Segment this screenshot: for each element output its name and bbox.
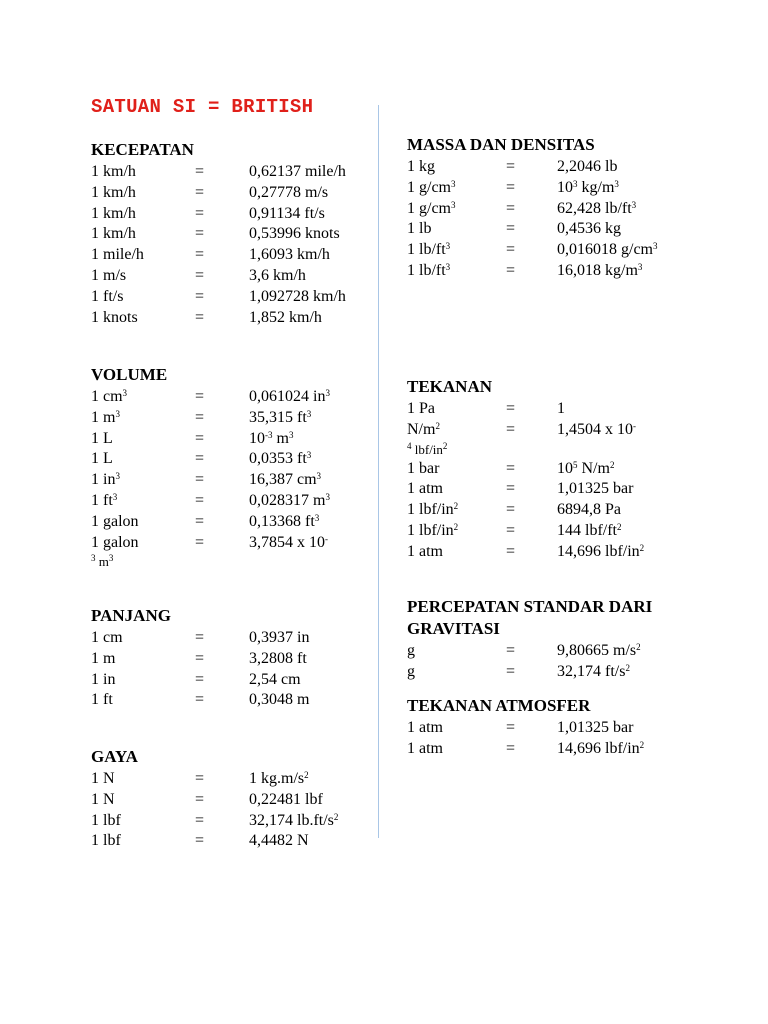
- unit-to: 9,80665 $m/s^2$: [557, 642, 641, 659]
- conversion-row: [91, 470, 371, 491]
- equals-sign: =: [195, 491, 205, 509]
- equals-sign: =: [195, 512, 205, 530]
- equals-sign: =: [195, 266, 205, 284]
- unit-to: 1,01325 bar: [557, 480, 634, 498]
- unit-from: 1 lb: [407, 220, 432, 238]
- equals-sign: =: [506, 158, 516, 175]
- equals-sign: =: [195, 533, 205, 551]
- equals-sign: =: [506, 542, 516, 560]
- conversion-row: [407, 500, 727, 521]
- conversion-row: [91, 204, 371, 225]
- unit-to: 0,061024 $in^3$: [249, 388, 330, 405]
- equals-sign: =: [195, 287, 205, 305]
- conversion-row: [407, 542, 727, 563]
- unit-to: 2,2046 lb: [557, 158, 618, 175]
- equals-sign: =: [195, 670, 205, 688]
- equals-sign: =: [506, 642, 516, 659]
- unit-to: 1,4504 x 10-: [557, 420, 636, 438]
- equals-sign: =: [195, 770, 205, 787]
- unit-to: 3,6 km/h: [249, 266, 306, 284]
- unit-from: 1 kg: [407, 158, 435, 175]
- equals-sign: =: [506, 739, 516, 757]
- section-heading-line2: GRAVITASI: [407, 619, 500, 638]
- equals-sign: =: [506, 459, 516, 477]
- unit-to: 0,3048 m: [249, 691, 310, 709]
- unit-from: 1 $g/cm^3$: [407, 199, 456, 217]
- unit-from: g: [407, 642, 415, 659]
- equals-sign: =: [195, 629, 205, 646]
- unit-from: 1 L: [91, 450, 113, 468]
- unit-from: 1 km/h: [91, 163, 136, 180]
- unit-to: 16,018 $kg/m^3$: [557, 261, 643, 279]
- conversion-row: [91, 533, 371, 554]
- unit-from: 1 ft/s: [91, 287, 124, 305]
- conversion-row: [407, 641, 727, 662]
- unit-to: 0,22481 lbf: [249, 790, 323, 808]
- unit-from: g: [407, 662, 415, 680]
- unit-to: 35,315 $ft^3$: [249, 408, 312, 426]
- equals-sign: =: [506, 220, 516, 238]
- conversion-row: [91, 811, 371, 832]
- conversion-row: [91, 649, 371, 670]
- equals-sign: =: [195, 691, 205, 709]
- unit-to: 0,0353 $ft^3$: [249, 450, 312, 468]
- equals-sign: =: [506, 719, 516, 736]
- section-gaya: [91, 747, 371, 852]
- section-heading: PANJANG: [91, 606, 171, 625]
- unit-from: 1 L: [91, 429, 113, 447]
- conversion-row: [407, 219, 727, 240]
- equals-sign: =: [195, 649, 205, 667]
- equals-sign: =: [195, 388, 205, 405]
- unit-to: 1,852 km/h: [249, 308, 322, 326]
- unit-to: 0,53996 knots: [249, 225, 340, 243]
- conversion-row: [91, 628, 371, 649]
- equals-sign: =: [506, 199, 516, 217]
- unit-from: 1 $ft^3$: [91, 491, 118, 509]
- unit-from: 1 lbf: [91, 811, 121, 829]
- equals-sign: =: [195, 790, 205, 808]
- conversion-row: [407, 739, 727, 760]
- unit-to: 1: [557, 400, 565, 417]
- unit-from: 1 lbf/$in^2$: [407, 501, 459, 519]
- unit-to: 4,4482 N: [249, 832, 309, 850]
- conversion-row: [91, 162, 371, 183]
- section-heading-line1: PERCEPATAN STANDAR DARI: [407, 597, 653, 616]
- equals-sign: =: [195, 811, 205, 829]
- unit-from: 1 lbf/$in^2$: [407, 521, 459, 539]
- section-heading: TEKANAN ATMOSFER: [407, 696, 591, 715]
- conversion-row: [91, 429, 371, 450]
- conversion-row: [91, 287, 371, 308]
- conversion-row: [91, 183, 371, 204]
- unit-to: 0,4536 kg: [557, 220, 621, 238]
- section-volume: [91, 365, 371, 571]
- conversion-row: [407, 662, 727, 683]
- conversion-row: [91, 831, 371, 852]
- equals-sign: =: [506, 480, 516, 498]
- unit-to: $10^5$ $N/m^2$: [557, 459, 615, 477]
- equals-sign: =: [506, 400, 516, 417]
- unit-from: 1 bar: [407, 459, 440, 477]
- conversion-row: [91, 491, 371, 512]
- page-title: SATUAN SI = BRITISH: [91, 96, 314, 118]
- conversion-row: [407, 178, 727, 199]
- conversion-row: [91, 387, 371, 408]
- unit-to: 1,01325 bar: [557, 719, 634, 736]
- unit-from: 1 knots: [91, 308, 138, 326]
- equals-sign: =: [195, 832, 205, 850]
- unit-from: 1 cm: [91, 629, 123, 646]
- conversion-row: [407, 157, 727, 178]
- unit-to: 1,092728 km/h: [249, 287, 346, 305]
- equals-sign: =: [195, 204, 205, 222]
- unit-to: 1 $kg.m/s^2$: [249, 770, 309, 787]
- unit-to: 14,696 lbf/$in^2$: [557, 739, 645, 757]
- unit-to: 3,7854 x 10-: [249, 533, 328, 551]
- equals-sign: =: [506, 521, 516, 539]
- unit-to: 32,174 $lb.ft/s^2$: [249, 811, 339, 829]
- unit-to: 0,91134 ft/s: [249, 204, 325, 222]
- unit-from: 1 ft: [91, 691, 113, 709]
- equals-sign: =: [195, 183, 205, 201]
- unit-to: 6894,8 Pa: [557, 501, 621, 519]
- conversion-row: [407, 420, 727, 441]
- column-divider: [378, 105, 379, 838]
- equals-sign: =: [506, 501, 516, 519]
- unit-from: 1 km/h: [91, 225, 136, 243]
- unit-to: 3,2808 ft: [249, 649, 307, 667]
- unit-from: $N/m^2$: [407, 420, 440, 438]
- section-heading: KECEPATAN: [91, 140, 194, 159]
- unit-to: $10^{-3}$ $m^3$: [249, 429, 294, 447]
- section-tekanan: [407, 377, 727, 563]
- conversion-row: [407, 521, 727, 542]
- unit-to: 1,6093 km/h: [249, 246, 330, 264]
- conversion-row: [407, 261, 727, 282]
- unit-from: 1 $lb/ft^3$: [407, 241, 451, 259]
- equals-sign: =: [506, 261, 516, 279]
- unit-from: 1 $cm^3$: [91, 388, 128, 405]
- section-heading: TEKANAN: [407, 377, 493, 396]
- unit-to: 14,696 lbf/$in^2$: [557, 542, 645, 560]
- equals-sign: =: [195, 225, 205, 243]
- section-panjang: [91, 606, 371, 711]
- conversion-row: [91, 408, 371, 429]
- conversion-row: [91, 790, 371, 811]
- unit-from: 1 km/h: [91, 204, 136, 222]
- equals-sign: =: [195, 163, 205, 180]
- section-heading: VOLUME: [91, 365, 168, 384]
- unit-from: 1 galon: [91, 512, 139, 530]
- unit-from: 1 N: [91, 770, 115, 787]
- equals-sign: =: [195, 408, 205, 426]
- unit-from: 1 atm: [407, 739, 443, 757]
- conversion-row: [91, 690, 371, 711]
- unit-to: 0,27778 m/s: [249, 183, 329, 201]
- section-tekanan-atmosfer: [407, 696, 727, 760]
- equals-sign: =: [506, 241, 516, 259]
- equals-sign: =: [195, 429, 205, 447]
- section-massa-densitas: [407, 135, 727, 282]
- unit-from: 1 atm: [407, 719, 443, 736]
- unit-from: 1 km/h: [91, 183, 136, 201]
- conversion-row: [407, 459, 727, 480]
- conversion-row: [407, 199, 727, 220]
- conversion-row: [91, 308, 371, 329]
- unit-to: 0,62137 mile/h: [249, 163, 346, 180]
- row-continuation: $^3$ $m^3$: [91, 553, 114, 570]
- unit-from: 1 $lb/ft^3$: [407, 261, 451, 279]
- equals-sign: =: [195, 471, 205, 489]
- section-percepatan: [407, 597, 727, 683]
- unit-to: 2,54 cm: [249, 670, 301, 688]
- unit-to: $10^3$ $kg/m^3$: [557, 178, 619, 196]
- conversion-row: [407, 240, 727, 261]
- unit-to: 0,13368 $ft^3$: [249, 512, 320, 530]
- conversion-row: [91, 449, 371, 470]
- conversion-row: [91, 769, 371, 790]
- unit-from: 1 galon: [91, 533, 139, 551]
- unit-to: 0,016018 $g/cm^3$: [557, 241, 658, 259]
- conversion-row: [407, 399, 727, 420]
- equals-sign: =: [195, 450, 205, 468]
- row-continuation: $^4$ lbf/$in^2$: [407, 440, 448, 457]
- unit-from: 1 mile/h: [91, 246, 144, 264]
- unit-from: 1 atm: [407, 542, 443, 560]
- section-heading: MASSA DAN DENSITAS: [407, 135, 595, 154]
- unit-to: 0,028317 $m^3$: [249, 491, 330, 509]
- equals-sign: =: [506, 420, 516, 438]
- equals-sign: =: [506, 662, 516, 680]
- conversion-row: [91, 266, 371, 287]
- unit-from: 1 $g/cm^3$: [407, 178, 456, 196]
- unit-from: 1 lbf: [91, 832, 121, 850]
- equals-sign: =: [506, 178, 516, 196]
- unit-to: 32,174 $ft/s^2$: [557, 662, 630, 680]
- unit-to: 0,3937 in: [249, 629, 310, 646]
- conversion-row: [407, 718, 727, 739]
- unit-from: 1 m: [91, 649, 116, 667]
- conversion-row: [91, 512, 371, 533]
- unit-from: 1 m/s: [91, 266, 127, 284]
- unit-from: 1 N: [91, 790, 115, 808]
- unit-to: 16,387 $cm^3$: [249, 471, 322, 489]
- unit-from: 1 atm: [407, 480, 443, 498]
- unit-from: 1 $m^3$: [91, 408, 120, 426]
- unit-to: 144 lbf/$ft^2$: [557, 521, 622, 539]
- equals-sign: =: [195, 308, 205, 326]
- conversion-row: [91, 670, 371, 691]
- equals-sign: =: [195, 246, 205, 264]
- section-kecepatan: [91, 140, 371, 328]
- section-heading: GAYA: [91, 747, 138, 766]
- unit-to: 62,428 $lb/ft^3$: [557, 199, 637, 217]
- unit-from: 1 in: [91, 670, 116, 688]
- unit-from: 1 $in^3$: [91, 471, 120, 489]
- conversion-row: [407, 479, 727, 500]
- conversion-row: [91, 245, 371, 266]
- conversion-row: [91, 224, 371, 245]
- unit-from: 1 Pa: [407, 400, 435, 417]
